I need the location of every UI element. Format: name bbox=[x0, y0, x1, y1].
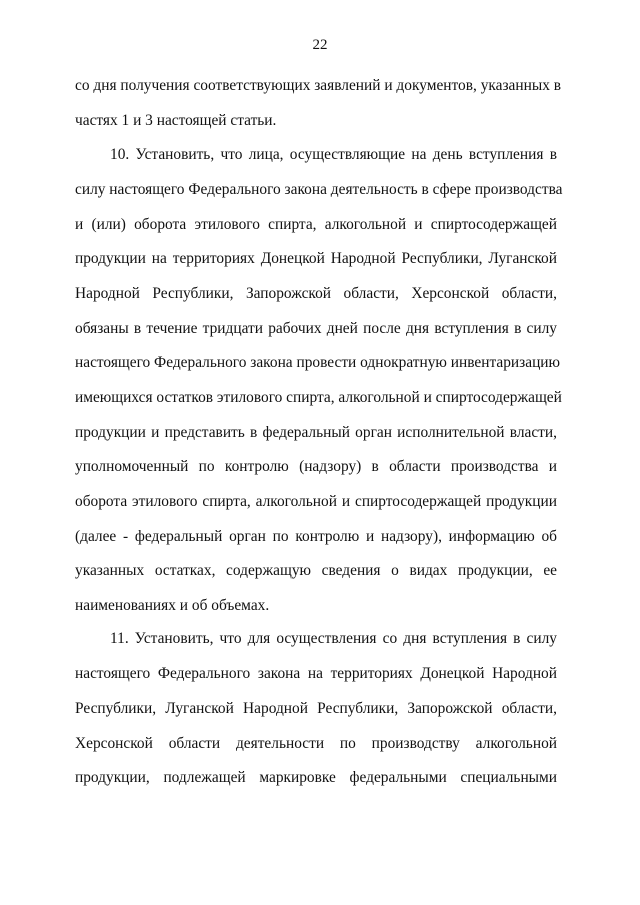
text-line: и (или) оборота этилового спирта, алкогольной и спиртосодержащей bbox=[75, 216, 557, 233]
text-line: продукции на территориях Донецкой Народной Республики, Луганской bbox=[75, 250, 557, 267]
text-line: обязаны в течение тридцати рабочих дней после дня вступления в силу bbox=[75, 320, 557, 337]
page-number: 22 bbox=[312, 37, 328, 53]
text-line: силу настоящего Федерального закона деятельность в сфере производства bbox=[75, 181, 563, 198]
text-line: настоящего Федерального закона на территориях Донецкой Народной bbox=[75, 665, 557, 682]
text-line: Народной Республики, Запорожской области, Херсонской области, bbox=[75, 285, 557, 302]
text-line: оборота этилового спирта, алкогольной и спиртосодержащей продукции bbox=[75, 493, 557, 510]
text-line: частях 1 и 3 настоящей статьи. bbox=[75, 112, 277, 129]
text-line: (далее - федеральный орган по контролю и надзору), информацию об bbox=[75, 528, 557, 545]
text-line: настоящего Федерального закона провести однократную инвентаризацию bbox=[75, 354, 561, 371]
text-line: имеющихся остатков этилового спирта, алкогольной и спиртосодержащей bbox=[75, 389, 562, 406]
text-line: со дня получения соответствующих заявлений и документов, указанных в bbox=[75, 77, 562, 94]
text-line: продукции и представить в федеральный орган исполнительной власти, bbox=[75, 424, 557, 441]
text-line: уполномоченный по контролю (надзору) в области производства и bbox=[75, 458, 557, 475]
text-line: Республики, Луганской Народной Республики, Запорожской области, bbox=[75, 700, 557, 717]
text-line: Херсонской области деятельности по производству алкогольной bbox=[75, 735, 557, 752]
text-line: указанных остатках, содержащую сведения о видах продукции, ее bbox=[75, 562, 557, 579]
paragraph-10-first-line: 10. Установить, что лица, осуществляющие на день вступления в bbox=[110, 146, 557, 163]
text-line: наименованиях и об объемах. bbox=[75, 597, 270, 614]
paragraph-11-first-line: 11. Установить, что для осуществления со дня вступления в силу bbox=[110, 630, 557, 647]
text-line: продукции, подлежащей маркировке федеральными специальными bbox=[75, 769, 557, 786]
